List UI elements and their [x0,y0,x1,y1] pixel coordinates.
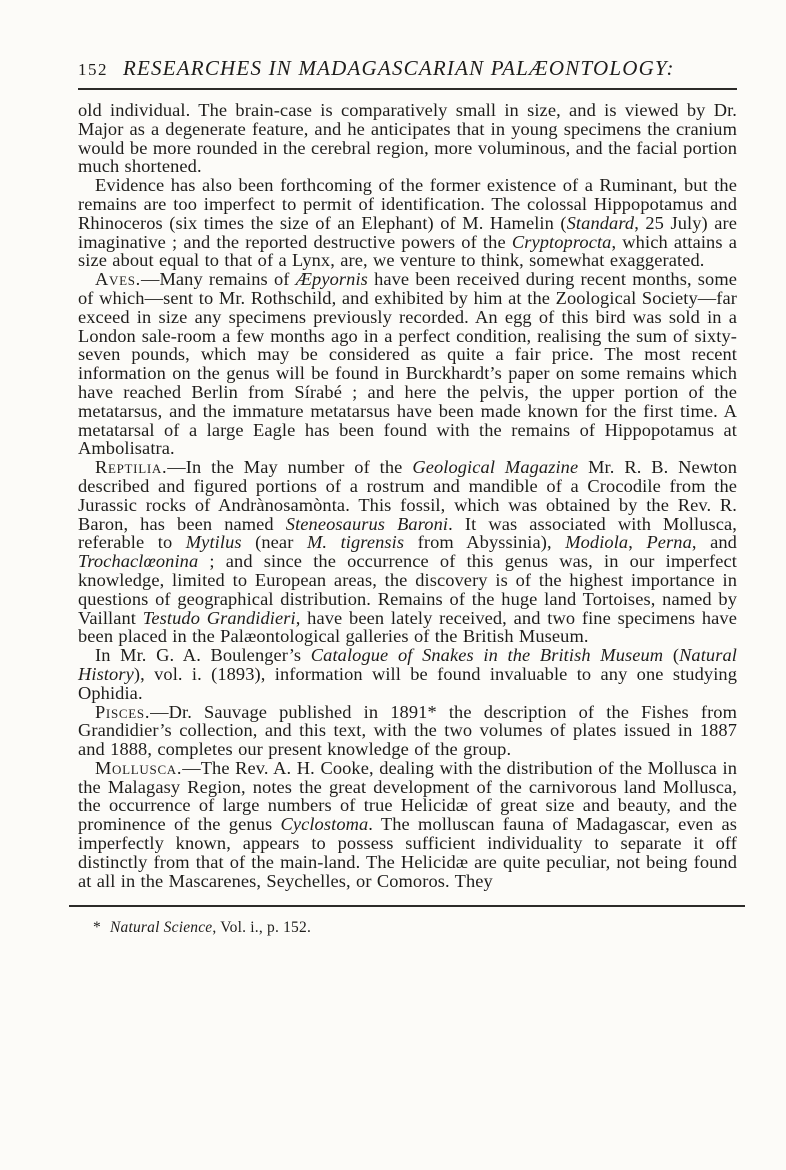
section-label: Aves. [95,269,141,290]
text-run: ( [663,645,680,666]
italic-text: Catalogue of Snakes in the British Museum [310,645,664,666]
text-run: Mr. R. B. Newton described and figured portions of a rostrum and mandible of a Crocodile from the Jurassic rocks of Andrànosamònta. This fossil, which was obtained by the Rev. R. Baron, has been named [78,457,738,534]
footnote-text [110,919,311,936]
text-run: (near [241,532,307,553]
text-run: from Abyssinia), [404,532,566,553]
text-run: , [628,532,647,553]
footnote-marker: * [93,919,101,937]
text-run: ; and since the occurrence of this genus was, in our imperfect knowledge, limited to European areas, the discovery is of the highest importance in questions of geographical distribution. Remains of the huge land Tortoises, named by Vaillant [78,551,737,628]
text-run: . It was associated with Mollusca, referable to [78,513,737,553]
italic-text: M. tigrensis [306,532,405,553]
text-run: old individual. The brain-case is comparatively small in size, and is viewed by Dr. Major as a degenerate feature, and he anticipates that in young specimens the cranium would be more rounded in the cerebral region, more voluminous, and the facial portion much shortened. [78,100,737,177]
text-run: . The molluscan fauna of Madagascar, even as imperfectly known, appears to possess sufficient individuality to separate it off distinctly from that of the main-land. The Helicidæ are quite peculiar, not being found at all in the Mascarenes, Seychelles, or Comoros. They [78,814,737,891]
text-run: —Dr. Sauvage published in 1891* the description of the Fishes from Grandidier’s collection, and this text, with the two volumes of plates issued in 1887 and 1888, completes our present knowledge of the group. [78,701,737,760]
paragraph [78,458,737,646]
section-label: Pisces. [95,701,151,722]
footnote-rule [69,905,745,907]
footnote [78,919,737,937]
paragraph [78,101,737,176]
paragraph [78,646,737,702]
text-run: , which attains a size about equal to that of a Lynx, are, we venture to think, somewhat exaggerated. [78,231,737,271]
text-run: , Vol. i., p. 152. [212,919,312,937]
text-run: , and [691,532,737,553]
italic-text: Mytilus [185,532,242,553]
paragraph [78,270,737,458]
text-run: —In the May number of the [167,457,413,478]
running-header [78,56,737,81]
italic-text: Cyclostoma [280,814,369,835]
italic-text: Standard [566,212,635,233]
text-run: —Many remains of [140,269,296,290]
page-number: 152 [78,60,108,79]
running-title: RESEARCHES IN MADAGASCARIAN PALÆONTOLOGY: [123,56,675,80]
section-label: Mollusca. [95,757,183,778]
text-run: , 25 July) are imaginative ; and the reported destructive powers of the [78,212,737,252]
italic-text: Perna [646,532,692,553]
text-run: ), vol. i. (1893), information will be found invaluable to any one studying Ophidia. [78,663,737,703]
italic-text: Æpyornis [295,269,368,290]
text-run: In Mr. G. A. Boulenger’s [95,645,311,666]
section-label: Reptilia. [95,457,168,478]
header-rule [78,88,737,90]
italic-text: Steneosaurus Baroni [285,513,449,534]
italic-text: Testudo Grandidieri [142,607,296,628]
italic-text: Cryptoprocta [511,231,612,252]
paragraph [78,703,737,759]
text-run: , have been lately received, and two fine specimens have been placed in the Palæontological galleries of the British Museum. [78,607,737,647]
text-run: —The Rev. A. H. Cooke, dealing with the distribution of the Mollusca in the Malagasy Region, notes the great development of the carnivorous land Mollusca, the occurrence of large numbers of true Helicidæ of great size and beauty, and the prominence of the genus [78,757,737,835]
italic-text: Trochaclœonina [78,551,199,572]
italic-text: Modiola [565,532,629,553]
paragraph [78,176,737,270]
paragraph [78,759,737,891]
italic-text: Geological Magazine [412,457,579,478]
italic-text: Natural History [78,645,737,684]
italic-text: Natural Science [109,919,213,937]
page-body [78,101,737,890]
text-run: Evidence has also been forthcoming of the former existence of a Ruminant, but the remains are too imperfect to permit of identification. The colossal Hippopotamus and Rhinoceros (six times the size of an Elephant) of M. Hamelin ( [78,175,737,233]
text-run: have been received during recent months, some of which—sent to Mr. Rothschild, and exhibited by him at the Zoological Society—far exceed in size any specimens previously recorded. An egg of this bird was sold in a London sale-room a few months ago in a perfect condition, realising the sum of sixty-seven pounds, which may be considered as quite a fair price. The most recent information on the genus will be found in Burckhardt’s paper on some remains which have reached Berlin from Sírabé ; and here the pelvis, the upper portion of the metatarsus, and the immature metatarsus have been made known for the first time. A metatarsal of a large Eagle has been found with the remains of Hippopotamus at Ambolisatra. [78,269,738,459]
